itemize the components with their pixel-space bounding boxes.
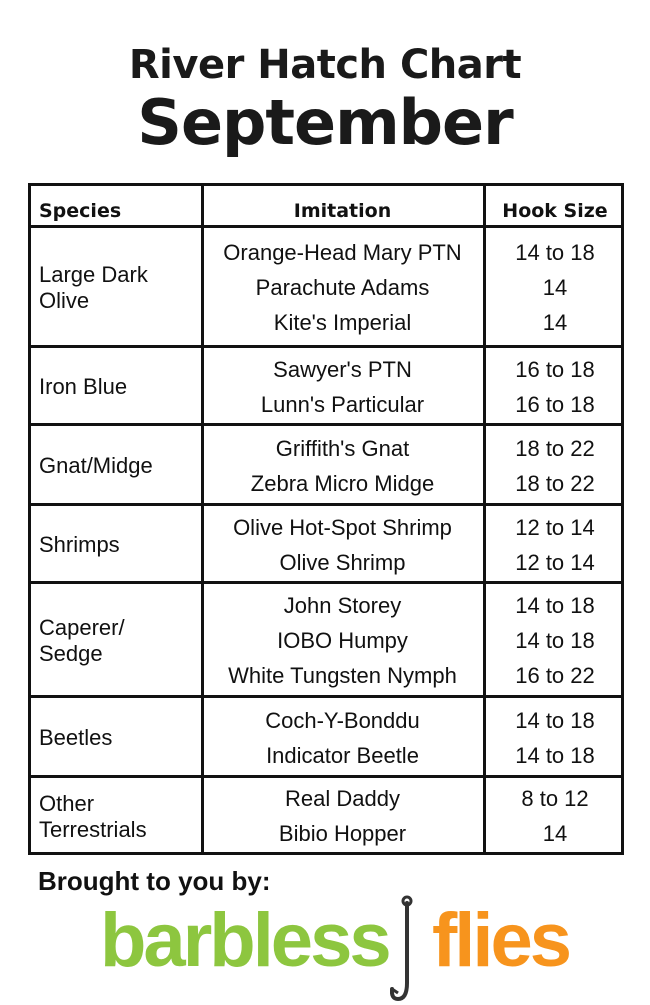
species-name: Iron Blue [39,374,128,399]
hatch-table [28,183,624,855]
imitation-name: John Storey [283,593,402,618]
hook-size: 14 [542,310,568,335]
species-name: Caperer/ [39,615,125,640]
chart-month: September [137,86,513,159]
hook-size: 14 to 18 [515,742,595,768]
hook-size: 8 to 12 [521,786,589,811]
row-divider [31,225,621,228]
hook-size: 14 [542,275,568,300]
imitation-name: Parachute Adams [255,275,430,300]
imitation-name: Sawyer's PTN [273,356,412,382]
chart-title: River Hatch Chart [128,42,522,88]
row-divider [31,423,621,426]
hook-size: 14 to 18 [515,593,595,618]
row-divider [31,503,621,506]
hook-size: 18 to 22 [515,470,595,496]
row-divider [31,345,621,348]
logo-word-flies: flies [432,898,570,983]
species-name: Olive [39,288,90,313]
imitation-name: Indicator Beetle [266,742,419,768]
hook-size: 14 to 18 [515,707,595,733]
header-species: Species [39,200,122,222]
imitation-name: Olive Shrimp [279,549,406,575]
imitation-name: Olive Hot-Spot Shrimp [233,514,452,540]
imitation-name: IOBO Humpy [277,628,408,653]
hook-size: 12 to 14 [515,514,595,540]
imitation-name: Coch-Y-Bonddu [265,707,420,733]
species-name: Sedge [39,641,103,666]
header-hook-size: Hook Size [502,200,608,222]
species-name: Shrimps [39,532,120,557]
imitation-name: Lunn's Particular [260,391,425,417]
fish-hook-icon [390,895,424,1005]
brought-to-you-by: Brought to you by: [38,866,271,896]
hook-size: 18 to 22 [515,435,595,461]
imitation-name: Real Daddy [285,786,400,811]
hook-size: 16 to 18 [515,356,595,382]
imitation-name: Kite's Imperial [273,310,412,335]
row-divider [31,775,621,778]
imitation-name: Bibio Hopper [278,821,407,846]
row-divider [31,581,621,584]
imitation-name: Griffith's Gnat [275,435,410,461]
species-name: Other [39,790,95,816]
imitation-name: Orange-Head Mary PTN [223,240,462,265]
hook-size: 14 to 18 [515,628,595,653]
hook-size: 16 to 22 [515,663,595,688]
hook-size: 12 to 14 [515,549,595,575]
hook-size: 14 [542,821,568,846]
hook-size: 14 to 18 [515,240,595,265]
species-name: Beetles [39,725,113,750]
species-name: Terrestrials [39,816,147,842]
row-divider [31,695,621,698]
barbless-flies-logo [100,895,570,1005]
hook-size: 16 to 18 [515,391,595,417]
imitation-name: Zebra Micro Midge [250,470,435,496]
species-name: Gnat/Midge [39,453,153,478]
logo-word-barbless: barbless [100,898,389,983]
header-imitation: Imitation [293,200,392,222]
imitation-name: White Tungsten Nymph [228,663,457,688]
species-name: Large Dark [39,262,148,287]
